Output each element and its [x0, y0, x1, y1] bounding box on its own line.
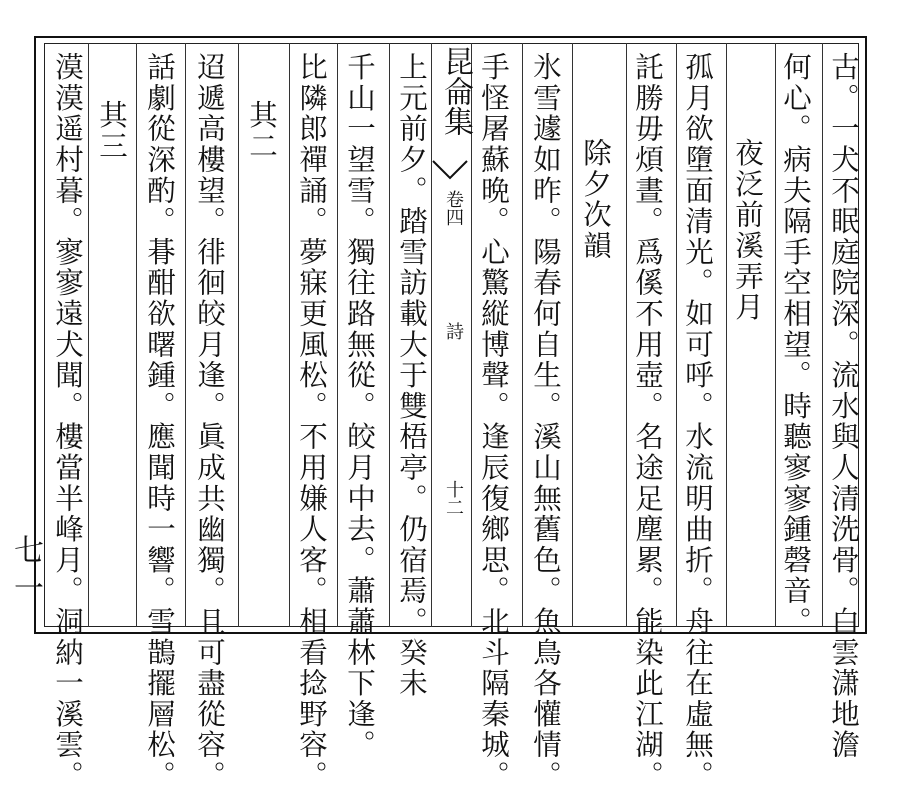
column-rule	[822, 43, 823, 627]
poem-title: 夜泛前溪弄月	[731, 138, 764, 323]
column-rule	[572, 43, 573, 627]
folio-title: 昆侖集	[438, 46, 473, 136]
text-column: 氷雪遽如昨。陽春何自生。溪山無舊色。魚鳥各懽情。	[529, 52, 562, 791]
column-rule	[238, 43, 239, 627]
text-column: 何心。病夫隔手空相望。時聽寥寥鍾磬音。	[779, 52, 812, 638]
text-column: 上元前夕。踏雪訪載大于雙梧亭。仍宿焉。癸未	[395, 52, 428, 699]
column-rule	[726, 43, 727, 627]
column-rule	[185, 43, 186, 627]
text-column: 千山一望雪。獨往路無從。皎月中去。蕭蕭林下逢。	[343, 52, 376, 761]
text-column: 話劇從深酌。朞酣欲曙鍾。應聞時一響。雪鵲擺層松。	[143, 52, 176, 791]
poem-subtitle: 其三	[95, 100, 128, 162]
folio-section: 詩	[443, 322, 464, 340]
folio-leaf: 十二	[443, 480, 464, 516]
column-rule	[522, 43, 523, 627]
text-column: 古。一犬不眠庭院深。流水與人清洗骨。白雲潇地澹	[827, 52, 860, 761]
column-rule	[88, 43, 89, 627]
column-rule	[676, 43, 677, 627]
text-column: 比隣郎禪誦。夢寐更風松。不用嫌人客。相看捻野容。	[295, 52, 328, 791]
text-column: 迢遞高樓望。徘徊皎月逢。眞成共幽獨。且可盡從容。	[193, 52, 226, 791]
poem-title: 除夕次韻	[579, 138, 612, 262]
page-number: 七一	[8, 534, 43, 610]
column-rule	[626, 43, 627, 627]
column-rule	[136, 43, 137, 627]
text-column: 託勝毋煩晝。爲傒不用壺。名途足塵累。能染此江湖。	[631, 52, 664, 791]
column-rule	[289, 43, 290, 627]
text-column: 手怪屠蘇晩。心驚縦博聲。逢辰復鄉思。北斗隔秦城。	[477, 52, 510, 791]
fishtail-mark-icon	[432, 160, 468, 180]
folio-rule-left	[431, 43, 432, 627]
poem-subtitle: 其二	[245, 100, 278, 162]
text-column: 孤月欲墮面清光。如可呼。水流明曲折。舟往在虛無。	[681, 52, 714, 791]
folio-strip	[433, 46, 477, 136]
column-rule	[337, 43, 338, 627]
folio-volume: 卷四	[443, 190, 464, 226]
column-rule	[389, 43, 390, 627]
text-column: 漠漠遥村暮。寥寥遠犬聞。樓當半峰月。洞納一溪雲。	[51, 52, 84, 791]
